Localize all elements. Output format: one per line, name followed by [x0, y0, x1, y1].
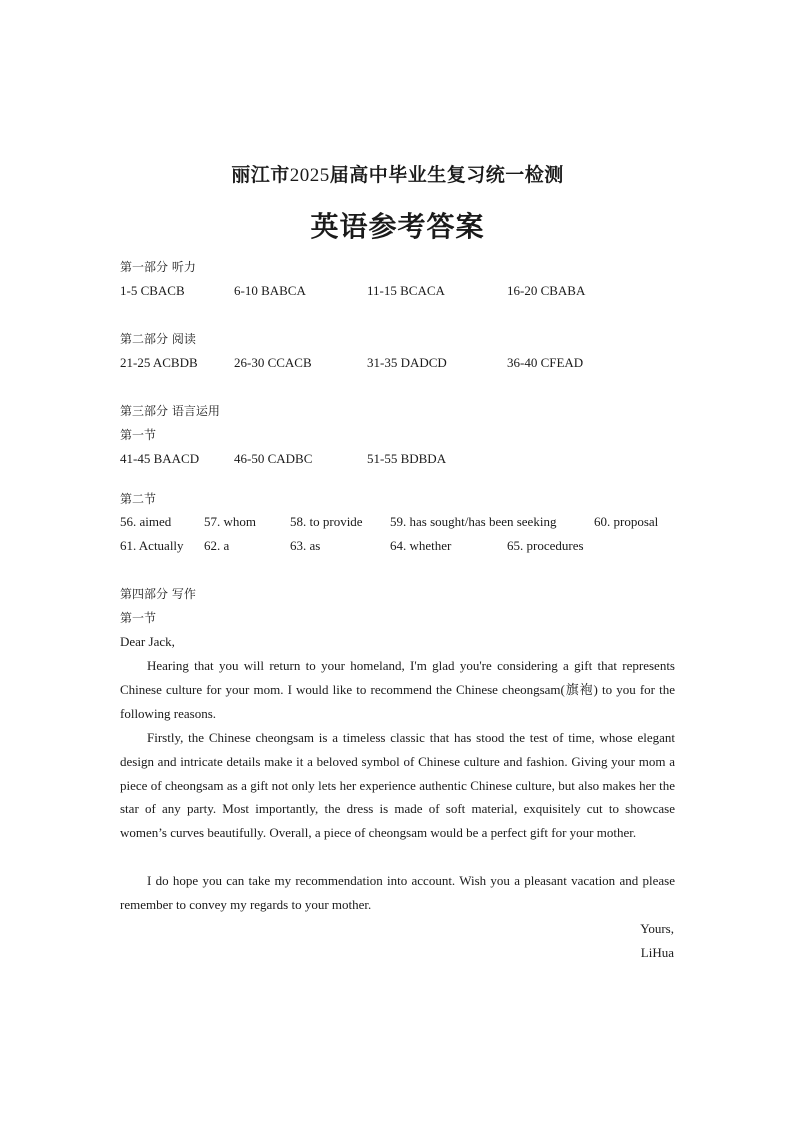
- answer-group: 26-30 CCACB: [234, 355, 312, 370]
- answer-item: 60. proposal: [594, 514, 659, 529]
- answer-item: 63. as: [290, 538, 321, 553]
- part3-heading: 第三部分 语言运用: [120, 404, 220, 418]
- part3-section1-heading: 第一节: [120, 428, 157, 442]
- part4-heading: 第四部分 写作: [120, 587, 196, 601]
- answer-group: 51-55 BDBDA: [367, 451, 447, 466]
- document-subtitle: 英语参考答案: [310, 210, 485, 243]
- answer-item: 59. has sought/has been seeking: [390, 514, 557, 529]
- part4-section1-heading: 第一节: [120, 611, 157, 625]
- letter-closing: Yours,: [640, 921, 674, 936]
- title-exam: 届高中毕业生复习统一检测: [329, 164, 564, 186]
- part2-answers: [120, 354, 675, 372]
- answer-group: 11-15 BCACA: [367, 283, 445, 298]
- part3-section1-answers: [120, 450, 675, 468]
- document-title: [120, 160, 675, 187]
- answer-group: 1-5 CBACB: [120, 283, 185, 298]
- answer-group: 36-40 CFEAD: [507, 355, 584, 370]
- answer-group: 21-25 ACBDB: [120, 355, 198, 370]
- answer-item: 56. aimed: [120, 514, 172, 529]
- answer-item: 57. whom: [204, 514, 256, 529]
- part1-answers: [120, 282, 675, 300]
- part2-heading: 第二部分 阅读: [120, 332, 196, 346]
- answer-group: 41-45 BAACD: [120, 451, 200, 466]
- answer-group: 16-20 CBABA: [507, 283, 586, 298]
- letter-paragraph-1: Hearing that you will return to your homeland, I'm glad you're considering a gift that represents Chinese culture for your mom. I would like to recommend the Chinese cheongsam(旗袍) to you for the following reasons.: [120, 658, 675, 721]
- part1-heading: 第一部分 听力: [120, 260, 196, 274]
- answer-group: 31-35 DADCD: [367, 355, 447, 370]
- part3-section2-row2: [120, 537, 675, 555]
- answer-group: 6-10 BABCA: [234, 283, 306, 298]
- part3-section2-row1: [120, 513, 675, 531]
- answer-item: 58. to provide: [290, 514, 363, 529]
- letter-salutation: Dear Jack,: [120, 634, 175, 649]
- title-city: 丽江市: [231, 164, 290, 186]
- answer-item: 65. procedures: [507, 538, 584, 553]
- answer-item: 62. a: [204, 538, 230, 553]
- answer-item: 64. whether: [390, 538, 452, 553]
- part3-section2-heading: 第二节: [120, 492, 157, 506]
- letter-signature: LiHua: [640, 945, 674, 960]
- title-year: 2025: [289, 165, 330, 186]
- letter-paragraph-2: Firstly, the Chinese cheongsam is a timeless classic that has stood the test of time, whose elegant design and intricate details make it a beloved symbol of Chinese culture and fashion. Giving your mom a piece of cheongsam as a gift not only lets her experience authentic Chinese culture, but also makes her the star of any party. Most importantly, the dress is made of soft material, exquisitely cut to showcase women’s curves beautifully. Overall, a piece of cheongsam would be a perfect gift for your mother.: [120, 730, 675, 841]
- answer-group: 46-50 CADBC: [234, 451, 313, 466]
- answer-item: 61. Actually: [120, 538, 184, 553]
- letter-paragraph-3: I do hope you can take my recommendation into account. Wish you a pleasant vacation and please remember to convey my regards to your mother.: [120, 873, 675, 912]
